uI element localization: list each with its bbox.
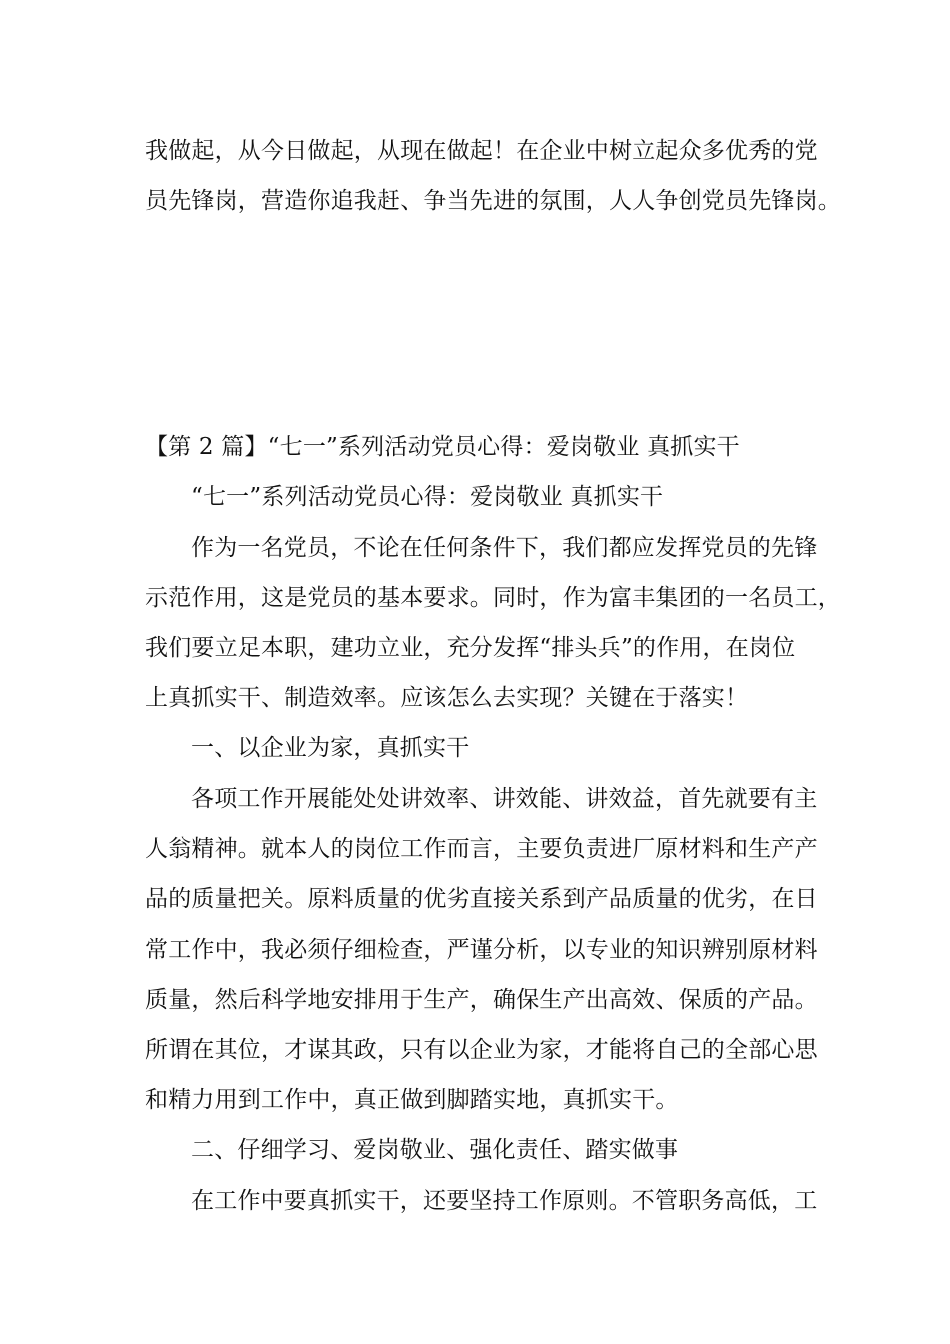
paragraph-3-line-1: 在工作中要真抓实干，还要坚持工作原则。不管职务高低，工 <box>191 1188 818 1214</box>
paragraph-2-line-1: 各项工作开展能处处讲效率、讲效能、讲效益，首先就要有主 <box>191 786 818 812</box>
article-header: 【第 2 篇】“七一”系列活动党员心得：爱岗敬业 真抓实干 <box>145 434 740 460</box>
paragraph-1-line-1: 作为一名党员，不论在任何条件下，我们都应发挥党员的先锋 <box>191 535 818 561</box>
paragraph-2-line-3: 品的质量把关。原料质量的优劣直接关系到产品质量的优劣，在日 <box>145 886 818 912</box>
paragraph-2-line-6: 所谓在其位，才谋其政，只有以企业为家，才能将自己的全部心思 <box>145 1037 818 1063</box>
paragraph-1-line-2: 示范作用，这是党员的基本要求。同时，作为富丰集团的一名员工， <box>145 585 841 611</box>
section-1-title: 一、以企业为家，真抓实干 <box>191 735 470 761</box>
paragraph-1-line-3: 我们要立足本职，建功立业，充分发挥“排头兵”的作用，在岗位 <box>145 635 796 661</box>
section-2-title: 二、仔细学习、爱岗敬业、强化责任、踏实做事 <box>191 1137 679 1163</box>
paragraph-2-line-2: 人翁精神。就本人的岗位工作而言，主要负责进厂原材料和生产产 <box>145 836 818 862</box>
prev-section-line-1: 我做起，从今日做起，从现在做起！在企业中树立起众多优秀的党 <box>145 138 818 164</box>
article-title: “七一”系列活动党员心得：爱岗敬业 真抓实干 <box>191 484 664 510</box>
prev-section-line-2: 员先锋岗，营造你追我赶、争当先进的氛围，人人争创党员先锋岗。 <box>145 188 841 214</box>
paragraph-1-line-4: 上真抓实干、制造效率。应该怎么去实现？关键在于落实！ <box>145 685 749 711</box>
paragraph-2-line-5: 质量，然后科学地安排用于生产，确保生产出高效、保质的产品。 <box>145 987 818 1013</box>
paragraph-2-line-7: 和精力用到工作中，真正做到脚踏实地，真抓实干。 <box>145 1087 679 1113</box>
paragraph-2-line-4: 常工作中，我必须仔细检查，严谨分析，以专业的知识辨别原材料 <box>145 937 818 963</box>
